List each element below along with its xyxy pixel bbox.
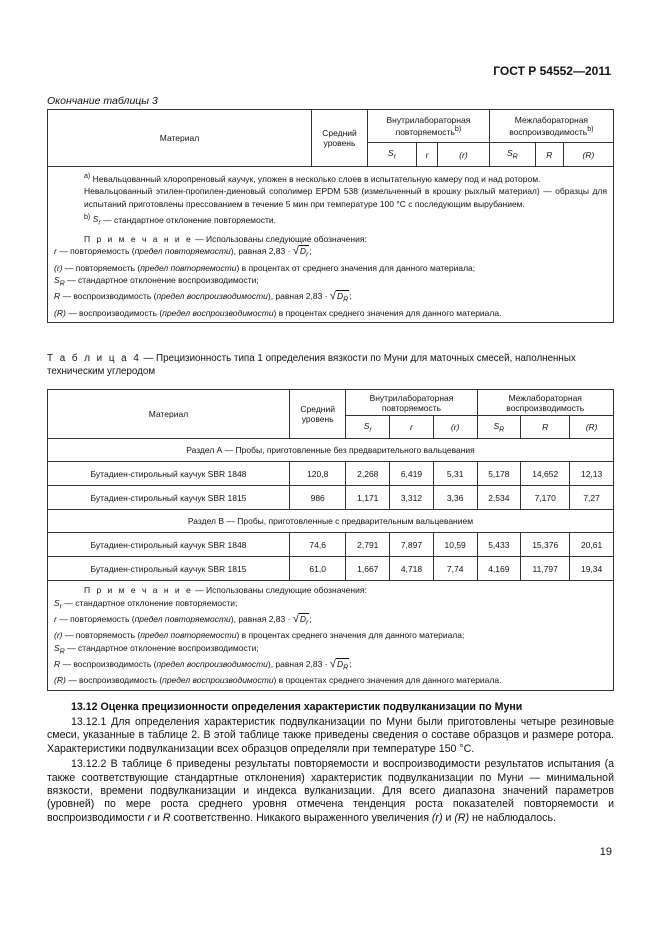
t3-footnote-b: $^{b)}$ $S_r$ — стандартное отклонение повторяемости. [84, 212, 276, 228]
t4-header-material: Материал [48, 390, 290, 439]
t3-note-R: R — воспроизводимость (предел воспроизводимости), равная $2,83 \cdot √D_R$; [54, 290, 607, 306]
section-13-12-body [47, 716, 614, 825]
t3-col-rp: (r) [438, 143, 490, 167]
cell-sR: 4,169 [477, 557, 521, 581]
page-number: 19 [599, 846, 612, 858]
cell-level: 74,6 [289, 533, 345, 557]
cell-material: Бутадиен-стирольный каучук SBR 1848 [48, 533, 290, 557]
t3-footnote-a2: Невальцованный этилен-пропилен-диеновый сополимер EPDM 538 (измельченный в крошку рыхлый материал) — образцы для испытаний приготовлены прессованием в течение 5 мин при температуре 100 °С с последующим вырубанием. [84, 186, 607, 210]
cell-sr: 2,268 [346, 462, 390, 486]
t4-note-sR: $S_R$ — стандартное отклонение воспроизводимости; [54, 642, 259, 656]
cell-rp: 3,36 [433, 486, 477, 510]
cell-sR: 5,433 [477, 533, 521, 557]
t3-header-intra [368, 110, 490, 143]
sqrt-dr-icon: $√D_r$ [292, 612, 309, 627]
table-row [48, 557, 614, 581]
t4-col-R: R [521, 416, 570, 439]
t4-section-b: Раздел В — Пробы, приготовленные с предварительным вальцеванием [48, 510, 614, 533]
table4 [47, 389, 614, 691]
cell-material: Бутадиен-стирольный каучук SBR 1815 [48, 486, 290, 510]
t4-col-Rp: (R) [570, 416, 614, 439]
cell-material: Бутадиен-стирольный каучук SBR 1848 [48, 462, 290, 486]
cell-Rp: 20,61 [570, 533, 614, 557]
cell-sr: 2,791 [346, 533, 390, 557]
table-row [48, 533, 614, 557]
cell-material: Бутадиен-стирольный каучук SBR 1815 [48, 557, 290, 581]
cell-sr: 1,667 [346, 557, 390, 581]
cell-R: 15,376 [521, 533, 570, 557]
cell-r: 7,897 [390, 533, 434, 557]
cell-level: 61,0 [289, 557, 345, 581]
cell-sr: 1,171 [346, 486, 390, 510]
cell-r: 6,419 [390, 462, 434, 486]
sqrt-dR-icon: $√D_R$ [329, 658, 349, 672]
cell-level: 986 [289, 486, 345, 510]
t3-col-sR: $S_R$ [489, 143, 535, 167]
cell-r: 3,312 [390, 486, 434, 510]
t3-col-R: R [535, 143, 563, 167]
t4-note-rp: (r) — повторяемость (предел повторяемости) в процентах среднего значения для данного материала; [54, 630, 465, 641]
standard-header: ГОСТ Р 54552—2011 [493, 64, 611, 78]
t4-note-R: R — воспроизводимость (предел воспроизводимости), равная $2,83 \cdot √D_R$; [54, 658, 607, 674]
paragraph-13-12-2: 13.12.2 В таблице 6 приведены результаты повторяемости и воспроизводимости результатов испытания (а также соответствующие стандартные отклонения) характеристик подвулканизации по Муни — минимальной вязкости, времени подвулканизации и индекса вулканизации. Для всего диапазона значений параметров (уровней) по мере роста среднего уровня отмечена тенденция роста показателей повторяемости и воспроизводимости r и R соответственно. Никакого выраженного увеличения (r) и (R) не наблюдалось. [47, 758, 614, 824]
t4-notes [48, 581, 614, 691]
t3-col-Rp: (R) [563, 143, 613, 167]
t3-note-r: r — повторяемость (предел повторяемости), равная $2,83 \cdot √D_r$; [54, 245, 607, 261]
t4-note-sr: $S_r$ — стандартное отклонение повторяемости; [54, 597, 238, 611]
t3-note-intro: П р и м е ч а н и е — Использованы следующие обозначения: [84, 233, 367, 244]
t3-notes [48, 167, 614, 323]
t4-note-Rp: (R) — воспроизводимость (предел воспроизводимости) в процентах среднего значения для данного материала. [54, 675, 502, 686]
t3-footnote-a: $^{a)}$ Невальцованный хлоропреновый каучук, уложен в несколько слоев в испытательную камеру под и над ротором. [84, 172, 541, 184]
table-row [48, 486, 614, 510]
table-row [48, 462, 614, 486]
table3-continuation-label: Окончание таблицы 3 [47, 95, 158, 107]
t3-col-sr: $S_r$ [368, 143, 417, 167]
sqrt-dr-icon: $√D_r$ [292, 245, 309, 259]
cell-Rp: 12,13 [570, 462, 614, 486]
t3-level-label: Средний уровень [322, 128, 357, 148]
cell-Rp: 7,27 [570, 486, 614, 510]
section-13-12-heading: 13.12 Оценка прецизионности определения характеристик подвулканизации по Муни [71, 701, 523, 713]
paragraph-13-12-1: 13.12.1 Для определения характеристик подвулканизации по Муни были приготовлены четыре резиновые смеси, указанные в таблице 2. В этой таблице также приведены сведения о составе образцов и размере ротора. Характеристики подвулканизации всех образцов определяли при температуре 150 °С. [47, 716, 614, 755]
t3-note-rp: (r) — повторяемость (предел повторяемости) в процентах от среднего значения для данного материала; [54, 262, 476, 273]
t4-header-intra: Внутрилабораторная повторяемость [346, 390, 477, 416]
t3-header-inter [489, 110, 613, 143]
t4-col-rp: (r) [433, 416, 477, 439]
cell-rp: 5,31 [433, 462, 477, 486]
t4-col-sR: $S_R$ [477, 416, 521, 439]
table3 [47, 109, 614, 323]
t4-note-intro: П р и м е ч а н и е — Использованы следующие обозначения: [84, 585, 367, 595]
t3-header-level [312, 110, 368, 167]
cell-sR: 5,178 [477, 462, 521, 486]
cell-Rp: 19,34 [570, 557, 614, 581]
t4-col-sr: $S_r$ [346, 416, 390, 439]
cell-R: 11,797 [521, 557, 570, 581]
t3-intra-label: Внутрилабораторная повторяемость [386, 115, 471, 137]
t4-section-a: Раздел А — Пробы, приготовленные без предварительного вальцевания [48, 439, 614, 462]
t3-note-Rp: (R) — воспроизводимость (предел воспроизводимости) в процентах среднего значения для данного материала. [54, 307, 502, 318]
cell-rp: 7,74 [433, 557, 477, 581]
cell-R: 14,652 [521, 462, 570, 486]
cell-R: 7,170 [521, 486, 570, 510]
cell-r: 4,718 [390, 557, 434, 581]
t3-note-sR: $S_R$ — стандартное отклонение воспроизводимости; [54, 275, 259, 288]
t3-intra-sup: b) [454, 125, 462, 134]
t3-header-material: Материал [48, 110, 312, 167]
t3-col-r: r [417, 143, 438, 167]
cell-sR: 2,534 [477, 486, 521, 510]
t4-col-r: r [390, 416, 434, 439]
sqrt-dR-icon: $√D_R$ [329, 290, 349, 305]
t3-inter-sup: b) [587, 125, 594, 134]
cell-rp: 10,59 [433, 533, 477, 557]
t4-header-inter: Межлабораторная воспроизводимость [477, 390, 614, 416]
t4-header-level: Средний уровень [289, 390, 345, 439]
t4-note-r: r — повторяемость (предел повторяемости), равная $2,83 \cdot √D_r$; [54, 613, 607, 629]
cell-level: 120,8 [289, 462, 345, 486]
t3-inter-label: Межлабораторная воспроизводимость [509, 115, 589, 137]
table4-caption: Т а б л и ц а 4 — Прецизионность типа 1 определения вязкости по Муни для маточных смесей, наполненных техническим углеродом [47, 353, 576, 377]
